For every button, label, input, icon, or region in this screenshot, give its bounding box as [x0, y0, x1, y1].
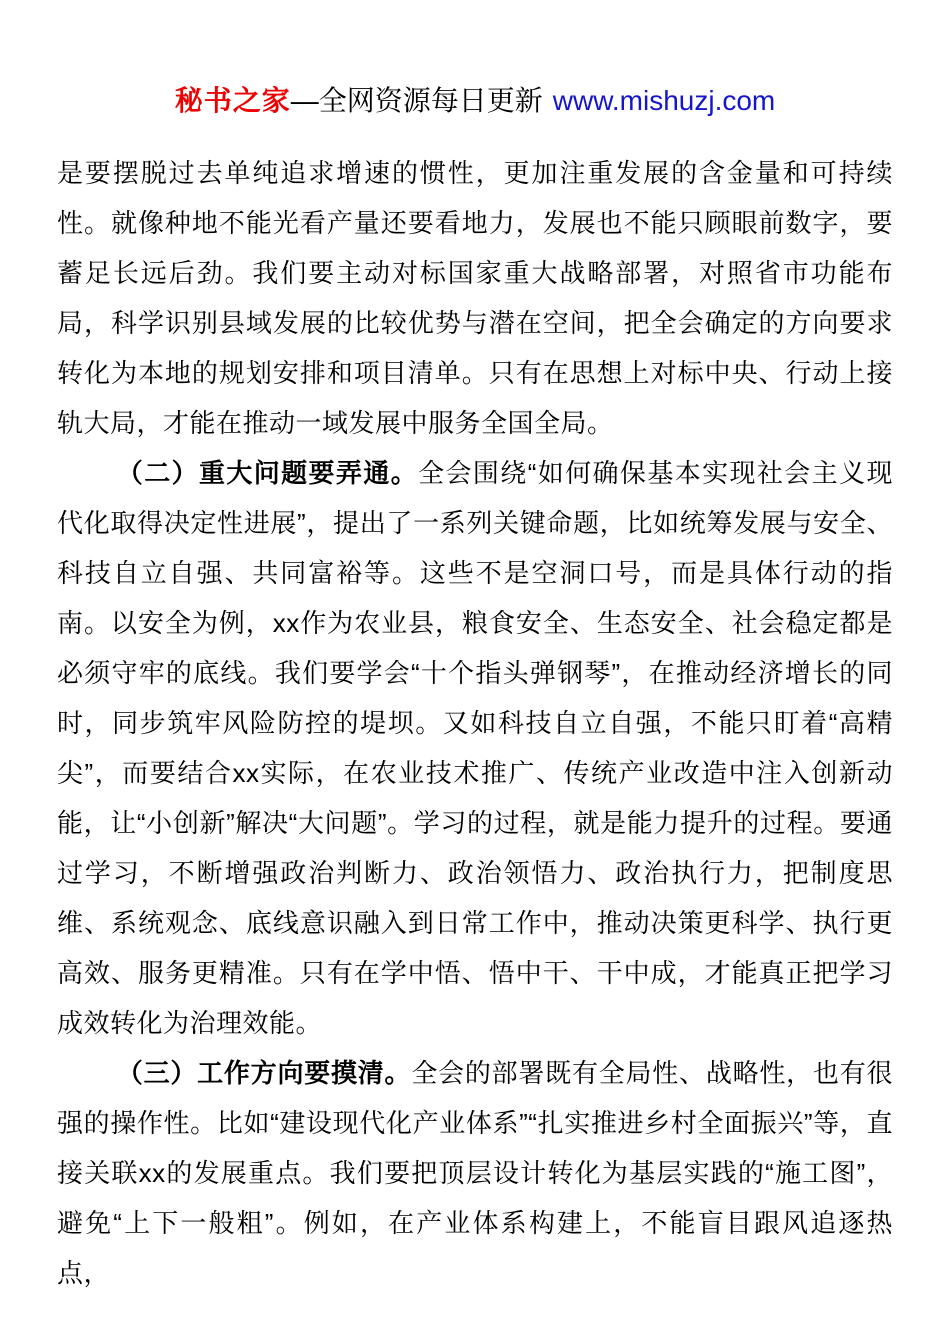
paragraph-text: 全会围绕“如何确保基本实现社会主义现代化取得决定性进展”，提出了一系列关键命题，比如统筹发展与安全、科技自立自强、共同富裕等。这些不是空洞口号，而是具体行动的指南。以安全为例，xx作为农业县，粮食安全、生态安全、社会稳定都是必须守牢的底线。我们要学会“十个指头弹钢琴”，在推动经济增长的同时，同步筑牢风险防控的堤坝。又如科技自立自强，不能只盯着“高精尖”，而要结合xx实际，在农业技术推广、传统产业改造中注入创新动能，让“小创新”解决“大问题”。学习的过程，就是能力提升的过程。要通过学习，不断增强政治判断力、政治领悟力、政治执行力，把制度思维、系统观念、底线意识融入到日常工作中，推动决策更科学、执行更高效、服务更精准。只有在学中悟、悟中干、干中成，才能真正把学习成效转化为治理效能。	[57, 458, 893, 1038]
site-url-link[interactable]: www.mishuzj.com	[552, 85, 776, 116]
page-header	[0, 0, 950, 120]
paragraph-continuation	[57, 148, 893, 448]
paragraph-text: 全会的部署既有全局性、战略性，也有很强的操作性。比如“建设现代化产业体系”“扎实推进乡村全面振兴”等，直接关联xx的发展重点。我们要把顶层设计转化为基层实践的“施工图”，避免“上下一般粗”。例如，在产业体系构建上，不能盲目跟风追逐热点，	[57, 1058, 893, 1288]
paragraph-lead: （二）重大问题要弄通。	[116, 458, 419, 488]
paragraph-section-3	[57, 1048, 893, 1298]
brand-text: 秘书之家	[174, 85, 291, 116]
header-tagline: 全网资源每日更新	[318, 85, 543, 116]
paragraph-text: 是要摆脱过去单纯追求增速的惯性，更加注重发展的含金量和可持续性。就像种地不能光看产量还要看地力，发展也不能只顾眼前数字，要蓄足长远后劲。我们要主动对标国家重大战略部署，对照省市功能布局，科学识别县域发展的比较优势与潜在空间，把全会确定的方向要求转化为本地的规划安排和项目清单。只有在思想上对标中央、行动上接轨大局，才能在推动一域发展中服务全国全局。	[57, 158, 893, 438]
paragraph-section-2	[57, 448, 893, 1048]
header-separator: —	[290, 85, 319, 116]
document-body	[57, 148, 893, 1298]
paragraph-lead: （三）工作方向要摸清。	[116, 1058, 412, 1088]
